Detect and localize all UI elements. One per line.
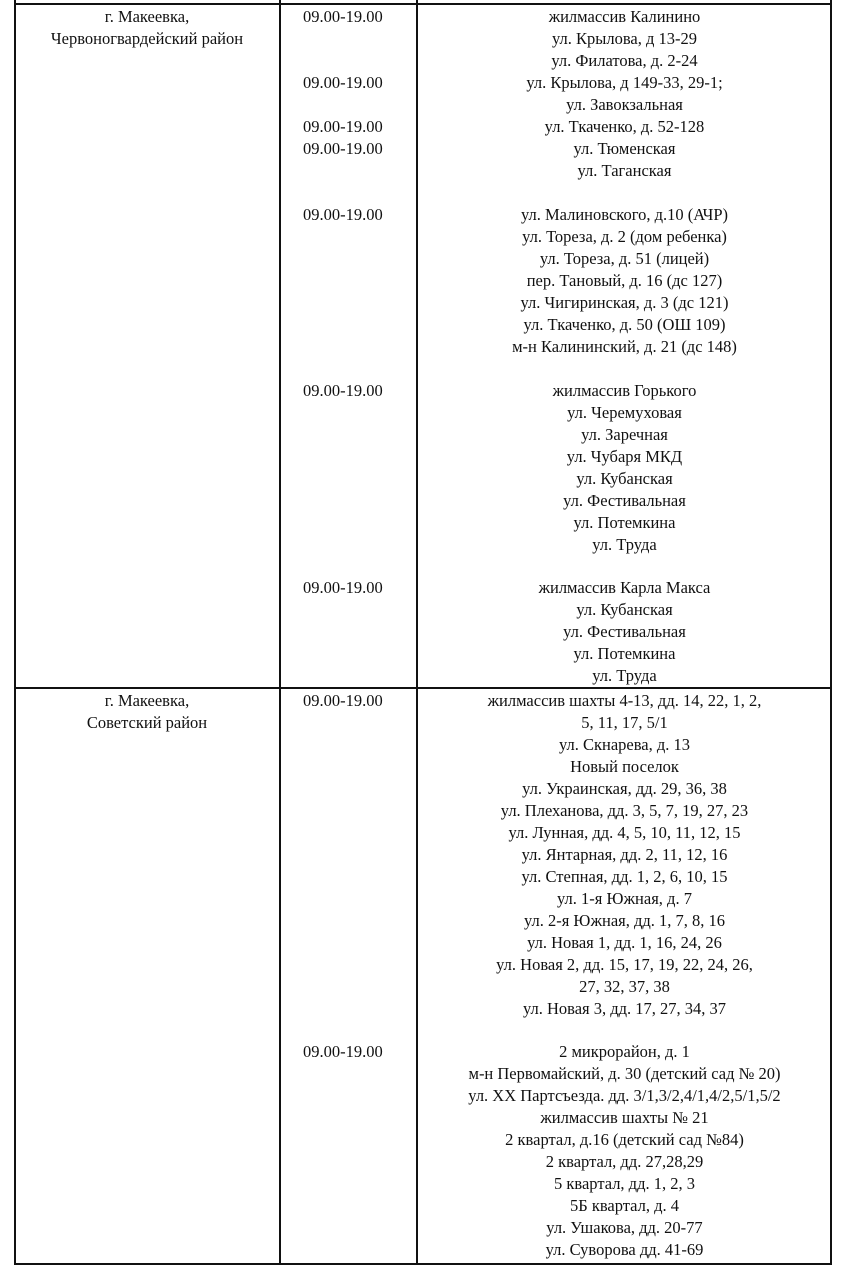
time-slot: 09.00-19.00 — [303, 205, 383, 224]
row-divider — [14, 687, 832, 689]
address-line: ул. Суворова дд. 41-69 — [545, 1240, 704, 1259]
address-line: ул. Завокзальная — [566, 95, 683, 114]
time-slot: 09.00-19.00 — [303, 578, 383, 597]
address-line: ул. 2-я Южная, дд. 1, 7, 8, 16 — [523, 911, 726, 930]
district-cell — [14, 6, 280, 50]
address-line: жилмассив Калинино — [548, 7, 701, 26]
address-line: ул. Кубанская — [576, 469, 673, 488]
address-line: ул. Крылова, д 13-29 — [552, 29, 697, 48]
district-name: Советский район — [86, 713, 208, 732]
address-line: ул. Черемуховая — [567, 403, 682, 422]
address-line: ул. Украинская, дд. 29, 36, 38 — [522, 779, 727, 798]
address-line: ул. Новая 2, дд. 15, 17, 19, 22, 24, 26, — [496, 955, 753, 974]
address-line: ул. Крылова, д 149-33, 29-1; — [526, 73, 723, 92]
address-group — [417, 1041, 832, 1261]
address-line: ул. Кубанская — [576, 600, 673, 619]
address-line: ул. Тюменская — [573, 139, 676, 158]
address-line: жилмассив шахты № 21 — [540, 1108, 709, 1127]
time-slot: 09.00-19.00 — [303, 381, 383, 400]
address-line: ул. Потемкина — [573, 513, 676, 532]
address-line: жилмассив Карла Макса — [538, 578, 711, 597]
address-line: 5Б квартал, д. 4 — [569, 1196, 680, 1215]
address-line: пер. Тановый, д. 16 (дс 127) — [526, 271, 723, 290]
table-top-border — [14, 3, 832, 5]
address-line: 2 квартал, д.16 (детский сад №84) — [505, 1130, 744, 1149]
address-line: 2 микрорайон, д. 1 — [559, 1042, 690, 1061]
district-city: г. Макеевка, — [104, 7, 190, 26]
address-line: ул. Чубаря МКД — [566, 447, 683, 466]
column-divider-1 — [279, 0, 281, 1265]
address-group — [417, 204, 832, 358]
address-line: ул. Ткаченко, д. 52-128 — [544, 117, 705, 136]
address-line: жилмассив шахты 4-13, дд. 14, 22, 1, 2, — [487, 691, 762, 710]
address-line: 2 квартал, дд. 27,28,29 — [545, 1152, 704, 1171]
table-left-border — [14, 0, 16, 1265]
time-slot: 09.00-19.00 — [303, 117, 383, 136]
address-line: ул. Степная, дд. 1, 2, 6, 10, 15 — [521, 867, 728, 886]
address-line: жилмассив Горького — [552, 381, 697, 400]
address-line: ул. Чигиринская, д. 3 (дс 121) — [520, 293, 729, 312]
time-slot: 09.00-19.00 — [303, 139, 383, 158]
address-line: ул. Ткаченко, д. 50 (ОШ 109) — [523, 315, 726, 334]
address-line: ул. Новая 1, дд. 1, 16, 24, 26 — [527, 933, 722, 952]
address-line: ул. Скнарева, д. 13 — [558, 735, 691, 754]
address-line: ул. Плеханова, дд. 3, 5, 7, 19, 27, 23 — [500, 801, 749, 820]
address-line: 5 квартал, дд. 1, 2, 3 — [554, 1174, 695, 1193]
time-slot: 09.00-19.00 — [303, 73, 383, 92]
address-line: ул. 1-я Южная, д. 7 — [557, 889, 692, 908]
district-cell — [14, 690, 280, 734]
address-group — [417, 577, 832, 687]
address-line: ул. Фестивальная — [563, 491, 686, 510]
address-line: ул. Фестивальная — [563, 622, 686, 641]
address-group — [417, 6, 832, 182]
address-line: ул. XX Партсъезда. дд. 3/1,3/2,4/1,4/2,5/1,5/2 — [468, 1086, 781, 1105]
address-line: ул. Тореза, д. 51 (лицей) — [539, 249, 710, 268]
time-slot: 09.00-19.00 — [303, 691, 383, 710]
address-line: ул. Потемкина — [573, 644, 676, 663]
address-line: ул. Малиновского, д.10 (АЧР) — [520, 205, 729, 224]
address-line: 27, 32, 37, 38 — [579, 977, 670, 996]
district-name: Червоногвардейский район — [50, 29, 244, 48]
address-line: 5, 11, 17, 5/1 — [581, 713, 668, 732]
address-line: ул. Филатова, д. 2-24 — [551, 51, 698, 70]
address-line: ул. Новая 3, дд. 17, 27, 34, 37 — [522, 999, 727, 1018]
address-line: ул. Труда — [592, 666, 657, 685]
district-city: г. Макеевка, — [104, 691, 190, 710]
address-line: м-н Калининский, д. 21 (дс 148) — [512, 337, 737, 356]
address-group — [417, 690, 832, 1020]
address-line: Новый поселок — [570, 757, 679, 776]
time-slot: 09.00-19.00 — [303, 7, 383, 26]
address-line: ул. Труда — [592, 535, 657, 554]
address-line: м-н Первомайский, д. 30 (детский сад № 20) — [468, 1064, 781, 1083]
address-line: ул. Янтарная, дд. 2, 11, 12, 16 — [521, 845, 728, 864]
address-line: ул. Заречная — [581, 425, 668, 444]
address-line: ул. Ушакова, дд. 20-77 — [546, 1218, 703, 1237]
address-line: ул. Таганская — [577, 161, 672, 180]
time-slot: 09.00-19.00 — [303, 1042, 383, 1061]
address-line: ул. Лунная, дд. 4, 5, 10, 11, 12, 15 — [508, 823, 741, 842]
address-group — [417, 380, 832, 556]
table-bottom-border — [14, 1263, 832, 1265]
address-line: ул. Тореза, д. 2 (дом ребенка) — [522, 227, 727, 246]
